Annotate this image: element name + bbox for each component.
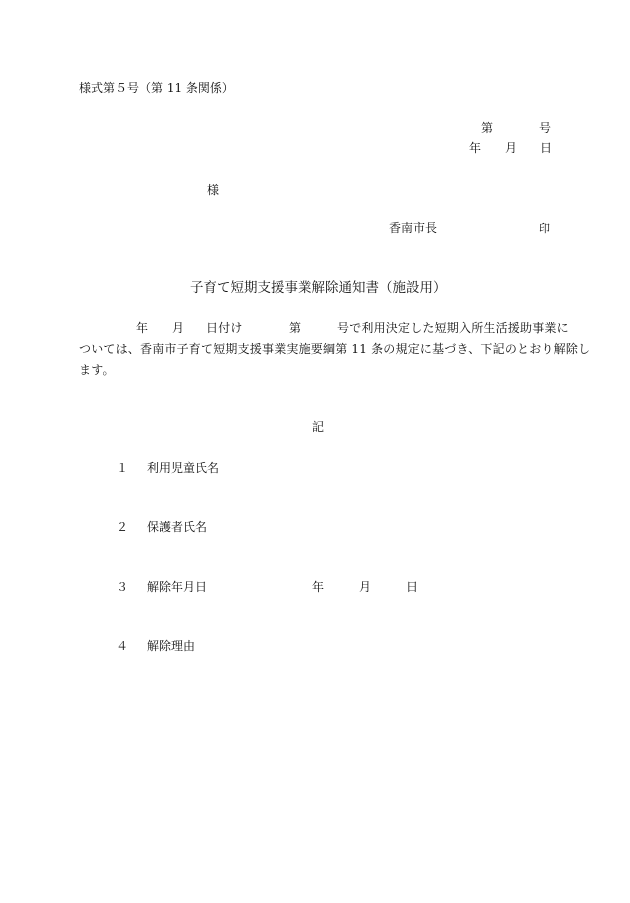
item-label: 利用児童氏名 xyxy=(147,461,220,475)
item3-day: 日 xyxy=(406,580,419,594)
body-year: 年 xyxy=(136,321,149,335)
number-dai: 第 xyxy=(481,121,494,135)
item-label: 解除年月日 xyxy=(147,580,208,594)
body-dai: 第 xyxy=(289,321,302,335)
item3-year: 年 xyxy=(312,580,325,594)
body-line1-rest: 号で利用決定した短期入所生活援助事業に xyxy=(337,321,569,335)
item-number: ２ xyxy=(116,520,129,534)
date-month: 月 xyxy=(505,141,518,155)
form-label: 様式第５号（第 11 条関係） xyxy=(79,81,234,95)
body-day-dated: 日付け xyxy=(206,321,243,335)
ki-heading: 記 xyxy=(312,420,325,434)
item3-month: 月 xyxy=(359,580,372,594)
date-day: 日 xyxy=(540,141,553,155)
body-month: 月 xyxy=(172,321,185,335)
date-year: 年 xyxy=(469,141,482,155)
document-title: 子育て短期支援事業解除通知書（施設用） xyxy=(190,280,447,296)
item-label: 保護者氏名 xyxy=(147,520,208,534)
item-label: 解除理由 xyxy=(147,639,196,653)
seal-mark: 印 xyxy=(539,222,550,235)
sender-name: 香南市長 xyxy=(389,221,438,235)
item-number: １ xyxy=(116,461,129,475)
number-go: 号 xyxy=(539,121,552,135)
body-line2: ついては、香南市子育て短期支援事業実施要綱第 11 条の規定に基づき、下記のとおり解除し xyxy=(79,342,591,356)
addressee-sama: 様 xyxy=(207,183,220,197)
item-number: ３ xyxy=(116,580,129,594)
item-number: ４ xyxy=(116,639,129,653)
body-line3: ます。 xyxy=(79,363,115,377)
